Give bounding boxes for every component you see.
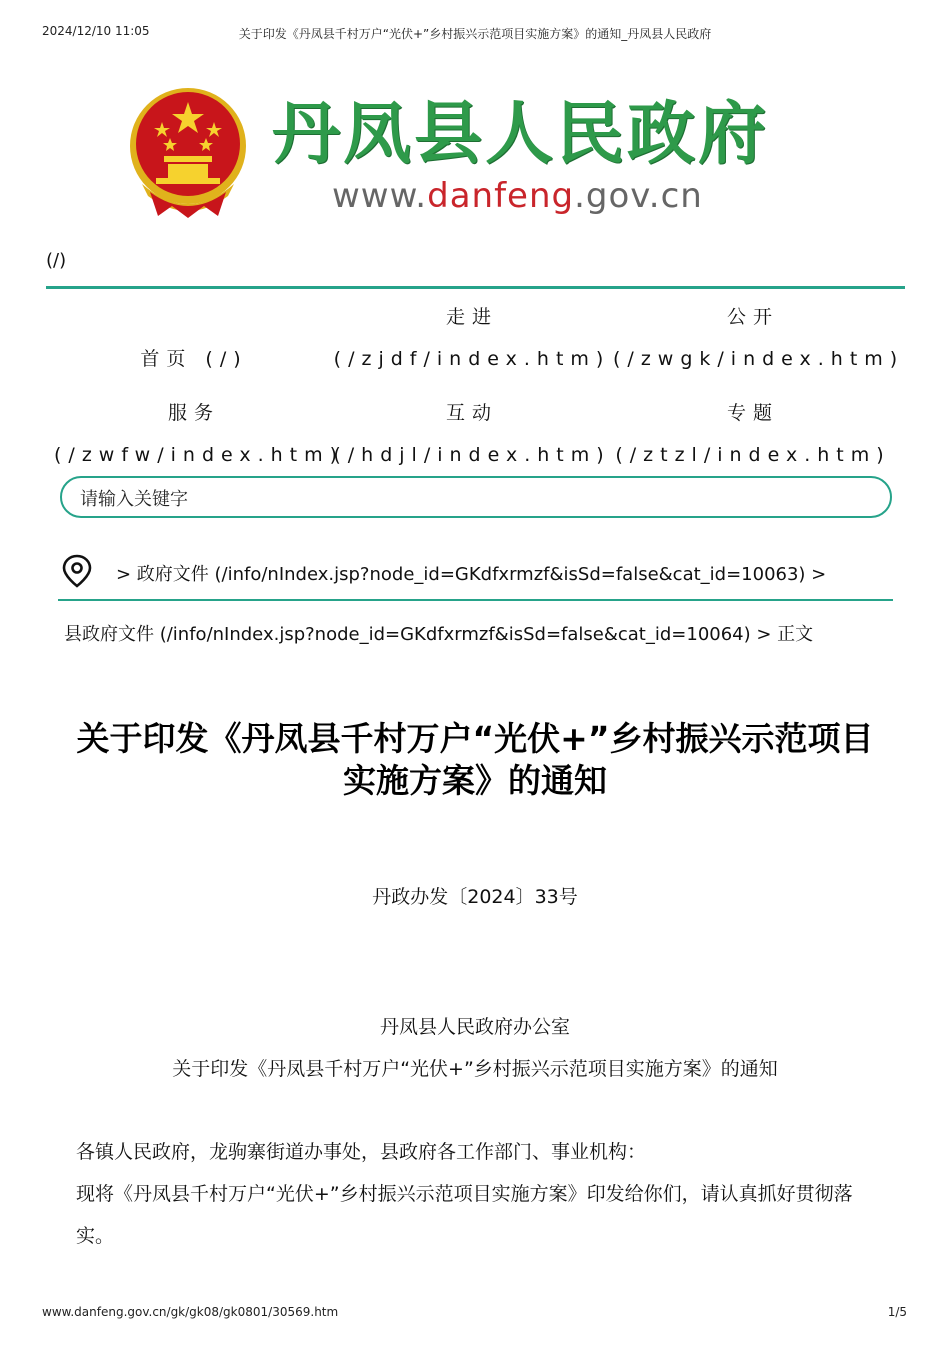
print-page-number: 1/5	[887, 1305, 907, 1319]
nav-item-fuwu-url[interactable]: (/zwfw/index.htm)	[54, 444, 345, 466]
recipients-line: 各镇人民政府，龙驹寨街道办事处，县政府各工作部门、事业机构：	[76, 1141, 647, 1163]
site-logo-title: 丹凤县人民政府	[272, 95, 770, 174]
article-subtitle: 关于印发《丹凤县千村万户“光伏+”乡村振兴示范项目实施方案》的通知	[172, 1058, 778, 1080]
logo-url-domain: danfeng	[427, 176, 575, 216]
article-title-line1: 关于印发《丹凤县千村万户“光伏+”乡村振兴示范项目	[76, 719, 874, 758]
logo-url-prefix: www.	[332, 176, 428, 216]
header-divider	[46, 286, 905, 289]
logo-url-suffix: .gov.cn	[574, 176, 703, 216]
article-title	[60, 718, 890, 802]
body-paragraph: 现将《丹凤县千村万户“光伏+”乡村振兴示范项目实施方案》印发给你们，请认真抓好贯彻落实。	[76, 1183, 853, 1247]
nav-item-zoujin-label[interactable]: 走进	[445, 306, 498, 328]
document-number: 丹政办发〔2024〕33号	[372, 886, 578, 908]
nav-item-home-url: (/)	[205, 348, 248, 370]
nav-item-home[interactable]	[54, 338, 334, 380]
nav-item-fuwu-label[interactable]: 服务	[167, 402, 220, 424]
search-input[interactable]	[60, 476, 892, 518]
nav-item-gongkai-url[interactable]: (/zwgk/index.htm)	[613, 348, 905, 370]
location-pin-icon	[60, 553, 94, 589]
article-title-line2: 实施方案》的通知	[343, 761, 607, 800]
nav-item-zhuanti-label[interactable]: 专题	[726, 402, 779, 424]
site-logo-url	[332, 176, 703, 216]
print-page-title: 关于印发《丹凤县千村万户“光伏+”乡村振兴示范项目实施方案》的通知_丹凤县人民政府	[238, 27, 712, 41]
issuing-office: 丹凤县人民政府办公室	[379, 1016, 570, 1038]
breadcrumb-divider	[58, 599, 893, 601]
nav-item-hudong-url[interactable]: (/hdjl/index.htm)	[333, 444, 611, 466]
nav-item-zoujin-url[interactable]: (/zjdf/index.htm)	[333, 348, 611, 370]
nav-item-hudong-label[interactable]: 互动	[445, 402, 498, 424]
nav-item-gongkai-label[interactable]: 公开	[726, 306, 779, 328]
print-date: 2024/12/10 11:05	[42, 24, 150, 38]
nav-item-zhuanti-url[interactable]: (/ztzl/index.htm)	[615, 444, 891, 466]
print-url: www.danfeng.gov.cn/gk/gk08/gk0801/30569.htm	[42, 1305, 339, 1319]
breadcrumb-gov-files[interactable]: > 政府文件 (/info/nIndex.jsp?node_id=GKdfxrmzf&isSd=false&cat_id=10063) >	[116, 564, 827, 585]
home-link[interactable]: (/)	[46, 250, 67, 271]
breadcrumb-county-files[interactable]: 县政府文件 (/info/nIndex.jsp?node_id=GKdfxrmzf&isSd=false&cat_id=10064) > 正文	[64, 624, 814, 645]
national-emblem-icon	[128, 84, 248, 220]
search-placeholder: 请输入关键字	[80, 489, 188, 510]
nav-item-home-label: 首页	[140, 348, 193, 370]
